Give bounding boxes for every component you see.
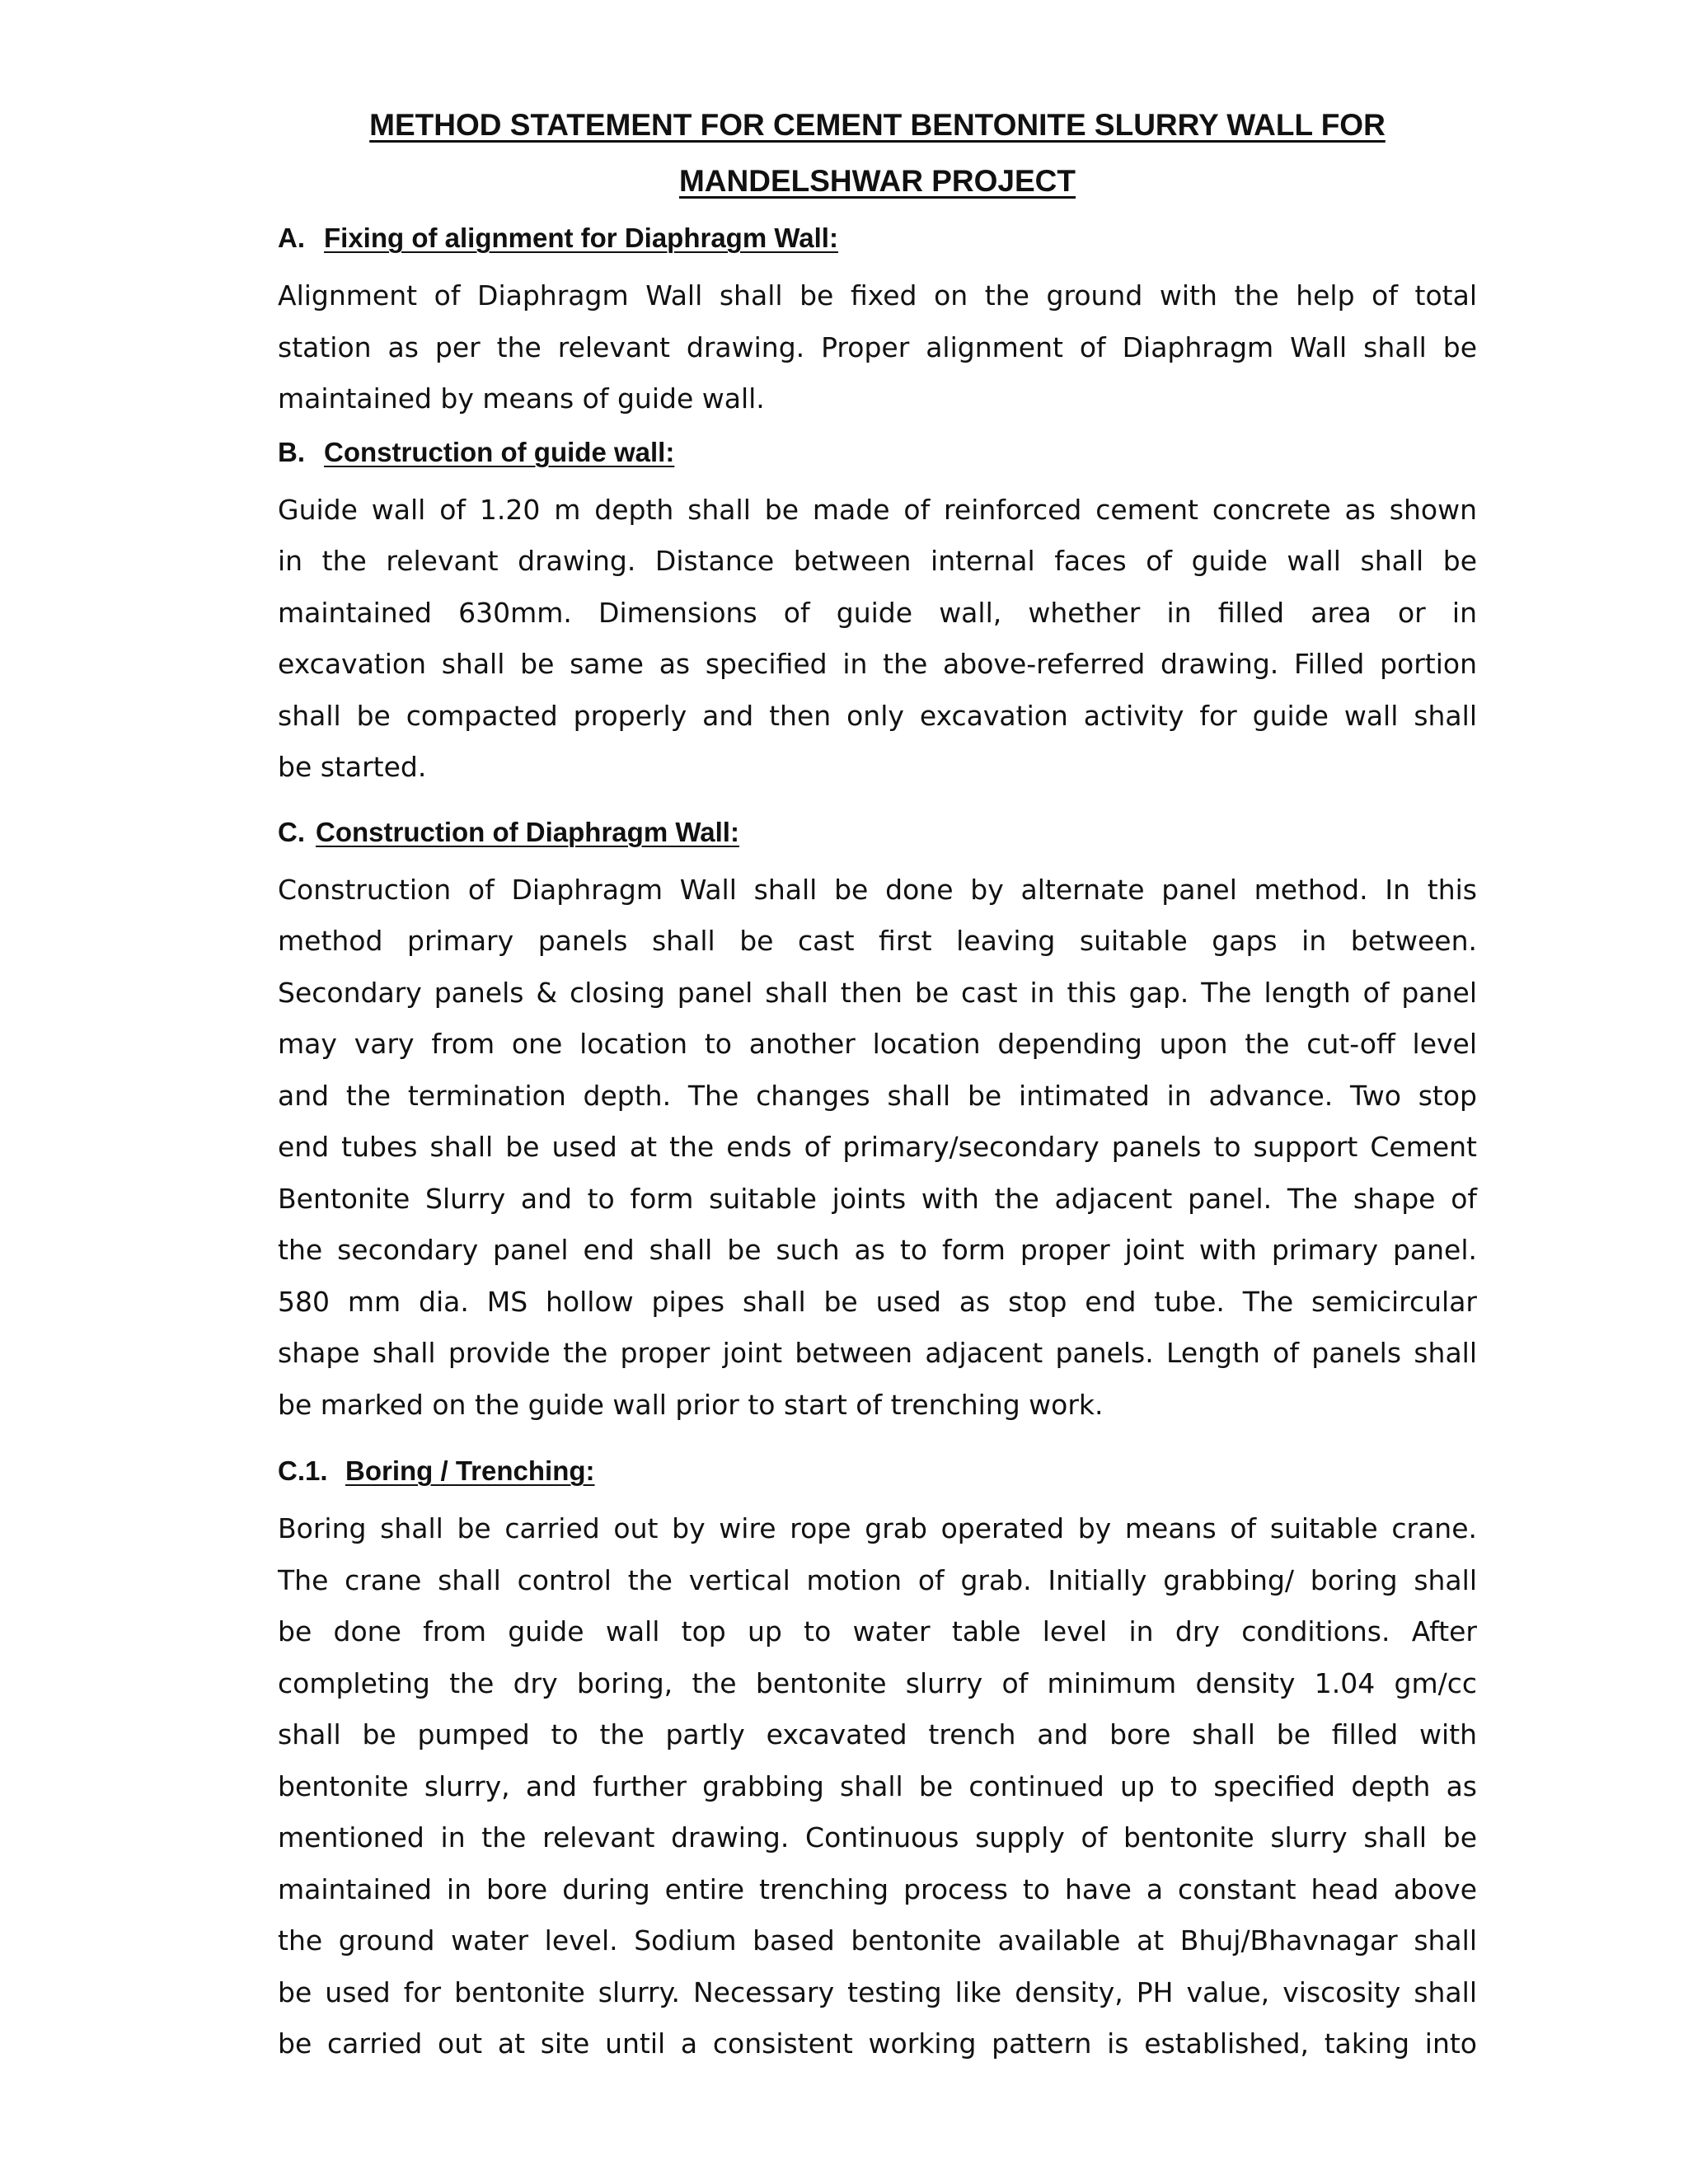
paragraph-line: be done from guide wall top up to water table level in dry conditions. After: [278, 1615, 1477, 1647]
section-a-heading: [278, 218, 1477, 259]
title-line-2: MANDELSHWAR PROJECT: [678, 164, 1076, 198]
section-heading-text: Construction of guide wall:: [324, 436, 675, 467]
paragraph-line: Alignment of Diaphragm Wall shall be fixed on the ground with the help of total: [278, 279, 1477, 312]
paragraph-line: shall be pumped to the partly excavated trench and bore shall be filled with: [278, 1718, 1477, 1750]
section-b-paragraph: [278, 485, 1477, 794]
paragraph-line: maintained by means of guide wall.: [278, 382, 765, 415]
paragraph-line: be started.: [278, 751, 427, 783]
section-heading-text: Construction of Diaphragm Wall:: [316, 816, 739, 847]
document-page: [278, 97, 1477, 2070]
paragraph-line: the secondary panel end shall be such as to form proper joint with primary panel.: [278, 1234, 1477, 1266]
paragraph-line: method primary panels shall be cast first leaving suitable gaps in between.: [278, 925, 1477, 957]
section-c-heading: [278, 812, 1477, 853]
section-c1-paragraph: [278, 1503, 1477, 2070]
section-marker: B.: [278, 436, 305, 467]
paragraph-line: in the relevant drawing. Distance between internal faces of guide wall shall be: [278, 545, 1477, 577]
paragraph-line: be marked on the guide wall prior to start of trenching work.: [278, 1388, 1104, 1421]
section-heading-text: Fixing of alignment for Diaphragm Wall:: [324, 223, 838, 253]
paragraph-line: mentioned in the relevant drawing. Continuous supply of bentonite slurry shall be: [278, 1821, 1477, 1854]
section-a-paragraph: [278, 270, 1477, 425]
paragraph-line: Bentonite Slurry and to form suitable joints with the adjacent panel. The shape of: [278, 1182, 1477, 1215]
paragraph-line: Secondary panels & closing panel shall then be cast in this gap. The length of panel: [278, 976, 1477, 1009]
paragraph-line: the ground water level. Sodium based bentonite available at Bhuj/Bhavnagar shall: [278, 1924, 1477, 1957]
paragraph-line: maintained in bore during entire trenching process to have a constant head above: [278, 1872, 1477, 1905]
section-marker: C.: [278, 816, 305, 847]
paragraph-line: shape shall provide the proper joint between adjacent panels. Length of panels shall: [278, 1337, 1477, 1369]
section-marker: C.1.: [278, 1455, 328, 1486]
paragraph-line: and the termination depth. The changes shall be intimated in advance. Two stop: [278, 1079, 1477, 1112]
document-title: [278, 97, 1477, 209]
paragraph-line: end tubes shall be used at the ends of primary/secondary panels to support Cement: [278, 1131, 1477, 1163]
paragraph-line: 580 mm dia. MS hollow pipes shall be used as stop end tube. The semicircular: [278, 1285, 1477, 1318]
paragraph-line: shall be compacted properly and then only excavation activity for guide wall shall: [278, 699, 1477, 732]
section-b-heading: [278, 432, 1477, 473]
paragraph-line: excavation shall be same as specified in the above-referred drawing. Filled portion: [278, 648, 1477, 680]
paragraph-line: bentonite slurry, and further grabbing shall be continued up to specified depth as: [278, 1769, 1477, 1802]
section-c1-heading: [278, 1451, 1477, 1492]
section-marker: A.: [278, 223, 305, 253]
section-heading-text: Boring / Trenching:: [345, 1455, 595, 1486]
paragraph-line: Construction of Diaphragm Wall shall be done by alternate panel method. In this: [278, 873, 1477, 906]
paragraph-line: Boring shall be carried out by wire rope grab operated by means of suitable crane.: [278, 1512, 1477, 1544]
paragraph-line: The crane shall control the vertical motion of grab. Initially grabbing/ boring shall: [278, 1563, 1477, 1596]
paragraph-line: Guide wall of 1.20 m depth shall be made of reinforced cement concrete as shown: [278, 493, 1477, 526]
paragraph-line: may vary from one location to another location depending upon the cut-off level: [278, 1028, 1477, 1060]
paragraph-line: be used for bentonite slurry. Necessary testing like density, PH value, viscosity shall: [278, 1975, 1477, 2008]
paragraph-line: maintained 630mm. Dimensions of guide wall, whether in filled area or in: [278, 596, 1477, 629]
paragraph-line: station as per the relevant drawing. Proper alignment of Diaphragm Wall shall be: [278, 330, 1477, 363]
section-c-paragraph: [278, 865, 1477, 1432]
paragraph-line: completing the dry boring, the bentonite slurry of minimum density 1.04 gm/cc: [278, 1666, 1477, 1699]
title-line-1: METHOD STATEMENT FOR CEMENT BENTONITE SLURRY WALL FOR: [369, 108, 1386, 142]
paragraph-line: be carried out at site until a consistent working pattern is established, taking into: [278, 2027, 1477, 2060]
